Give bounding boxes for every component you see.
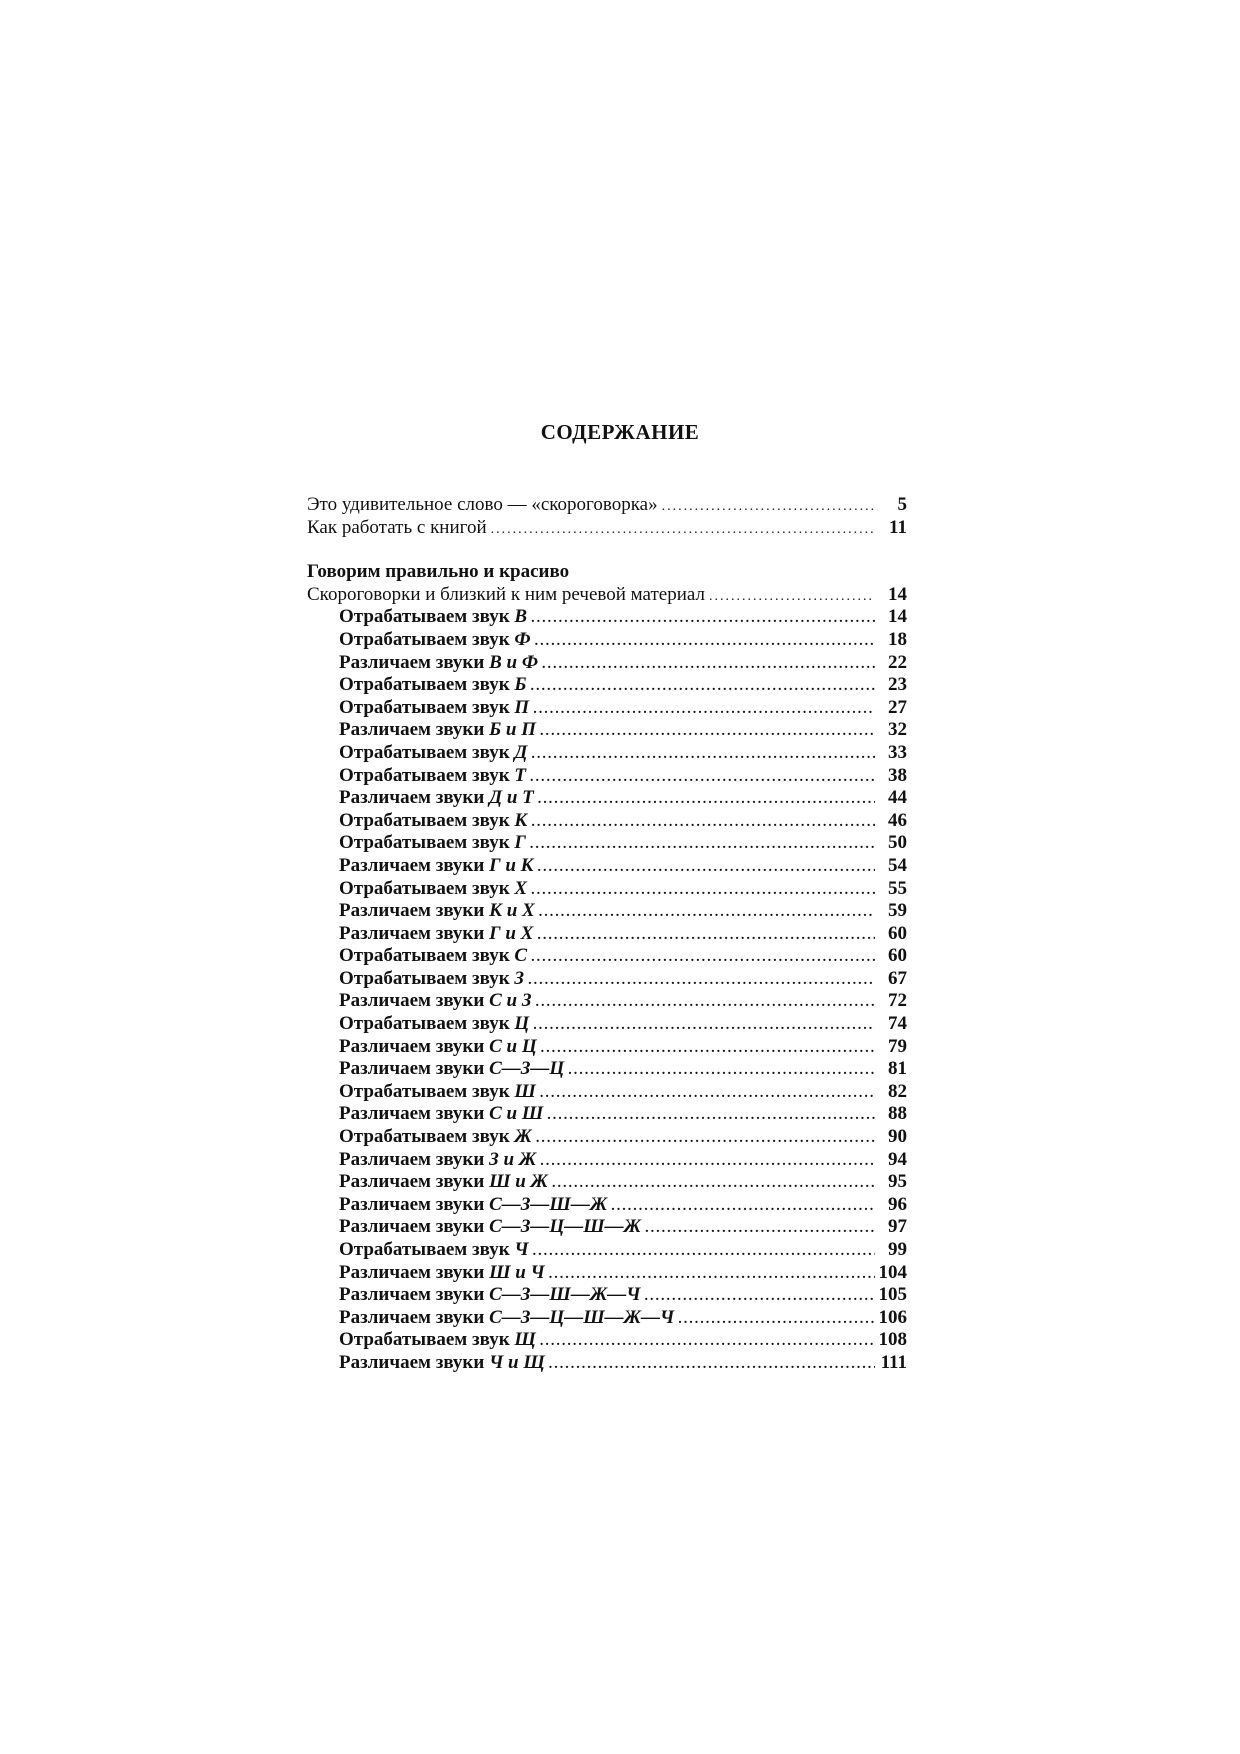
- dot-leader: [549, 1264, 875, 1287]
- toc-entry-prefix: Различаем звуки: [339, 1148, 490, 1170]
- toc-entry-prefix: Различаем звуки: [339, 854, 490, 876]
- toc-entry-prefix: Различаем звуки: [339, 1171, 490, 1193]
- toc-entry-prefix: Отрабатываем звук: [339, 877, 515, 899]
- toc-entry-prefix: Отрабатываем звук: [339, 945, 515, 967]
- toc-entry-page: 106: [878, 1306, 907, 1328]
- toc-sub-entry[interactable]: [307, 1058, 907, 1081]
- toc-entry-sound: В: [514, 606, 528, 628]
- toc-entry-page: 33: [888, 741, 907, 763]
- toc-entry-prefix: Отрабатываем звук: [339, 1239, 515, 1260]
- toc-entry-page: 105: [878, 1284, 907, 1306]
- toc-sub-entry[interactable]: [307, 1126, 907, 1149]
- toc-entry-label: Как работать с книгой: [307, 516, 487, 538]
- toc-entry-label: [339, 1126, 532, 1149]
- dot-leader: [533, 1241, 875, 1264]
- toc-entry-sound: П: [514, 696, 530, 718]
- toc-entry-sound: З и Ж: [489, 1148, 537, 1170]
- toc-entry-page: 97: [888, 1216, 907, 1238]
- toc-entry-label: [339, 1149, 536, 1172]
- toc-entry-sound: Д и Т: [489, 787, 534, 809]
- toc-entry-page: 104: [878, 1261, 907, 1283]
- toc-entry[interactable]: [307, 584, 907, 607]
- sub-entries: [307, 606, 907, 1374]
- dot-leader: [645, 1218, 875, 1241]
- dot-leader: [542, 654, 875, 677]
- toc-entry-page: 67: [888, 967, 907, 989]
- dot-leader: [540, 1331, 875, 1354]
- toc-entry-page: 95: [888, 1171, 907, 1193]
- section-heading: Говорим правильно и красиво: [307, 561, 570, 583]
- toc-entry-prefix: Различаем звуки: [339, 651, 490, 673]
- toc-entry-prefix: Отрабатываем звук: [339, 674, 515, 696]
- toc-entry-label: [339, 878, 527, 901]
- dot-leader: [538, 789, 875, 812]
- toc-entry-sound: К: [514, 809, 528, 831]
- toc-entry-prefix: Различаем звуки: [339, 1351, 490, 1373]
- dot-leader: [662, 496, 875, 519]
- toc-entry-label: [339, 1171, 548, 1194]
- toc-entry-prefix: Различаем звуки: [339, 719, 490, 741]
- dot-leader: [678, 1309, 874, 1332]
- toc-sub-entry[interactable]: [307, 855, 907, 878]
- dot-leader: [709, 586, 875, 609]
- toc-entry-label: [339, 1194, 607, 1217]
- toc-entry-page: 54: [888, 854, 907, 876]
- toc-entry-prefix: Отрабатываем звук: [339, 832, 515, 854]
- toc-entry-page: 14: [888, 606, 907, 628]
- toc-entry-label: [339, 1329, 536, 1352]
- toc-entry-page: 50: [888, 832, 907, 854]
- toc-entry-label: [339, 900, 535, 923]
- toc-entry-label: [339, 1103, 543, 1126]
- toc-sub-entry[interactable]: [307, 1262, 907, 1285]
- toc-entry-page: 60: [888, 922, 907, 944]
- toc-sub-entry[interactable]: [307, 1081, 907, 1104]
- toc-entry-page: 72: [888, 990, 907, 1012]
- dot-leader: [531, 608, 875, 631]
- toc-entry-label: [339, 629, 531, 652]
- toc-sub-entry[interactable]: [307, 1284, 907, 1307]
- toc-sub-entry[interactable]: [307, 832, 907, 855]
- toc-entry-page: 96: [888, 1193, 907, 1215]
- toc-sub-entry[interactable]: [307, 1239, 907, 1262]
- toc-entry-label: [339, 1036, 537, 1059]
- toc-entry-label: [339, 652, 538, 675]
- dot-leader: [540, 721, 875, 744]
- toc-entry-prefix: Отрабатываем звук: [339, 1329, 515, 1351]
- dot-leader: [531, 744, 875, 767]
- toc-entry-prefix: Различаем звуки: [339, 1103, 490, 1125]
- toc-entry-page: 27: [888, 696, 907, 718]
- toc-sub-entry[interactable]: [307, 878, 907, 901]
- toc-entry-page: 108: [878, 1329, 907, 1351]
- toc-entry-prefix: Отрабатываем звук: [339, 696, 515, 718]
- toc-entry-label: [339, 1352, 545, 1375]
- toc-entry-label: [339, 742, 527, 765]
- toc-sub-entry[interactable]: [307, 652, 907, 675]
- toc-entry-page: 90: [888, 1126, 907, 1148]
- toc-sub-entry[interactable]: [307, 810, 907, 833]
- toc-entry-page: 74: [888, 1013, 907, 1035]
- toc-entry-page: 82: [888, 1080, 907, 1102]
- toc-entry-prefix: Различаем звуки: [339, 787, 490, 809]
- dot-leader: [530, 767, 875, 790]
- toc-entry-sound: С—З—Ц—Ш—Ж—Ч: [489, 1306, 675, 1328]
- toc-entry-prefix: Различаем звуки: [339, 900, 490, 922]
- toc-entry-page: 23: [888, 674, 907, 696]
- toc-entry-page: 99: [888, 1239, 907, 1260]
- dot-leader: [530, 834, 875, 857]
- dot-leader: [535, 631, 875, 654]
- dot-leader: [536, 992, 875, 1015]
- toc-entry-sound: Б и П: [489, 719, 537, 741]
- toc-entry-sound: Т: [514, 764, 527, 786]
- toc-entry-prefix: Различаем звуки: [339, 1284, 490, 1306]
- toc-entry[interactable]: [307, 517, 907, 540]
- toc-entry-prefix: Отрабатываем звук: [339, 1080, 515, 1102]
- toc-entry-sound: С—З—Ш—Ж—Ч: [489, 1284, 641, 1306]
- toc-entry-sound: Ш: [514, 1080, 536, 1102]
- toc-entry-prefix: Различаем звуки: [339, 1216, 490, 1238]
- toc-entry-sound: С: [514, 945, 528, 967]
- toc-entry-sound: С—З—Ц: [489, 1058, 565, 1080]
- dot-leader: [531, 880, 875, 903]
- toc-entry-sound: Г и Х: [489, 922, 534, 944]
- toc-entry-prefix: Различаем звуки: [339, 1058, 490, 1080]
- dot-leader: [531, 812, 875, 835]
- toc-entry-prefix: Различаем звуки: [339, 1035, 490, 1057]
- toc-entry[interactable]: [307, 494, 907, 517]
- toc-sub-entry[interactable]: [307, 629, 907, 652]
- toc-entry-label: [339, 968, 524, 991]
- dot-leader: [549, 1354, 875, 1377]
- toc-entry-sound: Б: [514, 674, 527, 696]
- toc-entry-sound: Д: [514, 741, 528, 763]
- toc-sub-entry[interactable]: [307, 900, 907, 923]
- dot-leader: [538, 857, 875, 880]
- toc-entry-prefix: Отрабатываем звук: [339, 967, 515, 989]
- dot-leader: [531, 947, 875, 970]
- page-title: СОДЕРЖАНИЕ: [540, 420, 700, 444]
- toc-entry-label: Это удивительное слово — «скороговорка»: [307, 494, 658, 515]
- dot-leader: [541, 1038, 875, 1061]
- toc-entry-label: [339, 945, 527, 968]
- toc-entry-page: 46: [888, 809, 907, 831]
- toc-entry-prefix: Отрабатываем звук: [339, 1126, 515, 1148]
- toc-entry-label: [339, 1307, 674, 1330]
- toc-sub-entry[interactable]: [307, 923, 907, 946]
- toc-entry-page: 11: [889, 516, 907, 538]
- toc-entry-label: [339, 606, 527, 629]
- toc-entry-label: [339, 1013, 529, 1036]
- toc-sub-entry[interactable]: [307, 1149, 907, 1172]
- toc-entry-page: 32: [888, 719, 907, 741]
- toc-sub-entry[interactable]: [307, 1216, 907, 1239]
- toc-entry-prefix: Отрабатываем звук: [339, 606, 515, 628]
- toc-entry-sound: Щ: [514, 1329, 536, 1351]
- toc-entry-label: [339, 810, 527, 833]
- toc-entry-label: [339, 787, 534, 810]
- toc-entry-label: [339, 697, 529, 720]
- toc-entry-page: 22: [888, 651, 907, 673]
- toc-entry-label: [339, 1239, 529, 1262]
- dot-leader: [537, 925, 875, 948]
- toc-entry-sound: С и Ш: [489, 1103, 544, 1125]
- dot-leader: [547, 1105, 875, 1128]
- toc-sub-entry[interactable]: [307, 787, 907, 810]
- toc-entry-page: 14: [888, 583, 907, 605]
- toc-entry-page: 60: [888, 945, 907, 967]
- toc-sub-entry[interactable]: [307, 990, 907, 1013]
- toc-sub-entry[interactable]: [307, 1036, 907, 1059]
- toc-sub-entry[interactable]: [307, 945, 907, 968]
- toc-sub-entry[interactable]: [307, 606, 907, 629]
- toc-entry-sound: Ш и Ч: [489, 1261, 545, 1283]
- dot-leader: [568, 1060, 875, 1083]
- toc-entry-prefix: Отрабатываем звук: [339, 628, 515, 650]
- toc-sub-entry[interactable]: [307, 1194, 907, 1217]
- toc-entry-label: [339, 1081, 536, 1104]
- toc-entry-page: 81: [888, 1058, 907, 1080]
- dot-leader: [533, 699, 875, 722]
- toc-entry-sound: Ш и Ж: [489, 1171, 548, 1193]
- toc-entry-prefix: Отрабатываем звук: [339, 1013, 515, 1035]
- toc-entry-sound: С—З—Ш—Ж: [489, 1193, 608, 1215]
- dot-leader: [539, 902, 875, 925]
- toc-entry-page: 38: [888, 764, 907, 786]
- toc-entry-page: 55: [888, 877, 907, 899]
- toc-entry-label: [339, 765, 526, 788]
- toc-entry-label: [339, 1216, 641, 1239]
- dot-leader: [536, 1128, 875, 1151]
- dot-leader: [533, 1015, 875, 1038]
- toc-entry-label: [339, 719, 536, 742]
- toc-entry-sound: В и Ф: [489, 651, 538, 673]
- toc-entry-sound: С и Ц: [489, 1035, 537, 1057]
- toc-entry-label: [339, 923, 533, 946]
- toc-entry-sound: Ц: [514, 1013, 530, 1035]
- dot-leader: [491, 519, 875, 542]
- intro-entries: [307, 494, 907, 539]
- toc-entry-sound: Х: [514, 877, 528, 899]
- toc-sub-entry[interactable]: [307, 719, 907, 742]
- toc-sub-entry[interactable]: [307, 968, 907, 991]
- toc-entry-prefix: Отрабатываем звук: [339, 809, 515, 831]
- toc-entry-page: 111: [880, 1351, 907, 1373]
- toc-entry-sound: К и Х: [489, 900, 535, 922]
- toc-sub-entry[interactable]: [307, 1329, 907, 1352]
- toc-entry-prefix: Различаем звуки: [339, 922, 490, 944]
- toc-entry-page: 59: [888, 900, 907, 922]
- toc-entry-sound: Ч: [514, 1239, 529, 1260]
- dot-leader: [540, 1083, 875, 1106]
- toc-entry-prefix: Отрабатываем звук: [339, 741, 515, 763]
- toc-sub-entry[interactable]: [307, 674, 907, 697]
- toc-entry-label: [339, 855, 534, 878]
- toc-entry-prefix: Отрабатываем звук: [339, 764, 515, 786]
- toc-entry-prefix: Различаем звуки: [339, 1261, 490, 1283]
- toc-entry-label: [339, 832, 526, 855]
- toc-entry-label: [339, 990, 532, 1013]
- table-of-contents: [307, 494, 907, 1375]
- toc-sub-entry[interactable]: [307, 697, 907, 720]
- toc-entry-sound: С—З—Ц—Ш—Ж: [489, 1216, 642, 1238]
- toc-entry-sound: З: [514, 967, 525, 989]
- dot-leader: [528, 970, 875, 993]
- toc-entry-page: 5: [897, 494, 907, 515]
- dot-leader: [611, 1196, 875, 1219]
- toc-entry-prefix: Различаем звуки: [339, 990, 490, 1012]
- toc-entry-label: [339, 1058, 564, 1081]
- toc-entry-sound: Г: [514, 832, 526, 854]
- toc-entry-page: 88: [888, 1103, 907, 1125]
- toc-sub-entry[interactable]: [307, 1013, 907, 1036]
- toc-entry-label: [339, 1284, 640, 1307]
- toc-entry-sound: Ж: [514, 1126, 532, 1148]
- toc-sub-entry[interactable]: [307, 742, 907, 765]
- dot-leader: [644, 1286, 874, 1309]
- toc-entry-prefix: Различаем звуки: [339, 1306, 490, 1328]
- toc-entry-label: [339, 674, 527, 697]
- dot-leader: [531, 676, 876, 699]
- toc-sub-entry[interactable]: [307, 1171, 907, 1194]
- toc-sub-entry[interactable]: [307, 1103, 907, 1126]
- dot-leader: [540, 1151, 875, 1174]
- toc-entry-page: 79: [888, 1035, 907, 1057]
- toc-entry-label: [339, 1262, 545, 1285]
- toc-entry-sound: Г и К: [489, 854, 534, 876]
- toc-entry-sound: Ч и Щ: [489, 1351, 545, 1373]
- toc-sub-entry[interactable]: [307, 1307, 907, 1330]
- toc-entry-sound: С и З: [489, 990, 532, 1012]
- toc-entry-sound: Ф: [514, 628, 531, 650]
- toc-sub-entry[interactable]: [307, 765, 907, 788]
- toc-entry-prefix: Различаем звуки: [339, 1193, 490, 1215]
- toc-entry-page: 94: [888, 1148, 907, 1170]
- toc-sub-entry[interactable]: [307, 1352, 907, 1375]
- toc-entry-page: 44: [888, 787, 907, 809]
- toc-entry-label: Скороговорки и близкий к ним речевой материал: [307, 583, 705, 605]
- dot-leader: [552, 1173, 875, 1196]
- toc-entry-page: 18: [888, 628, 907, 650]
